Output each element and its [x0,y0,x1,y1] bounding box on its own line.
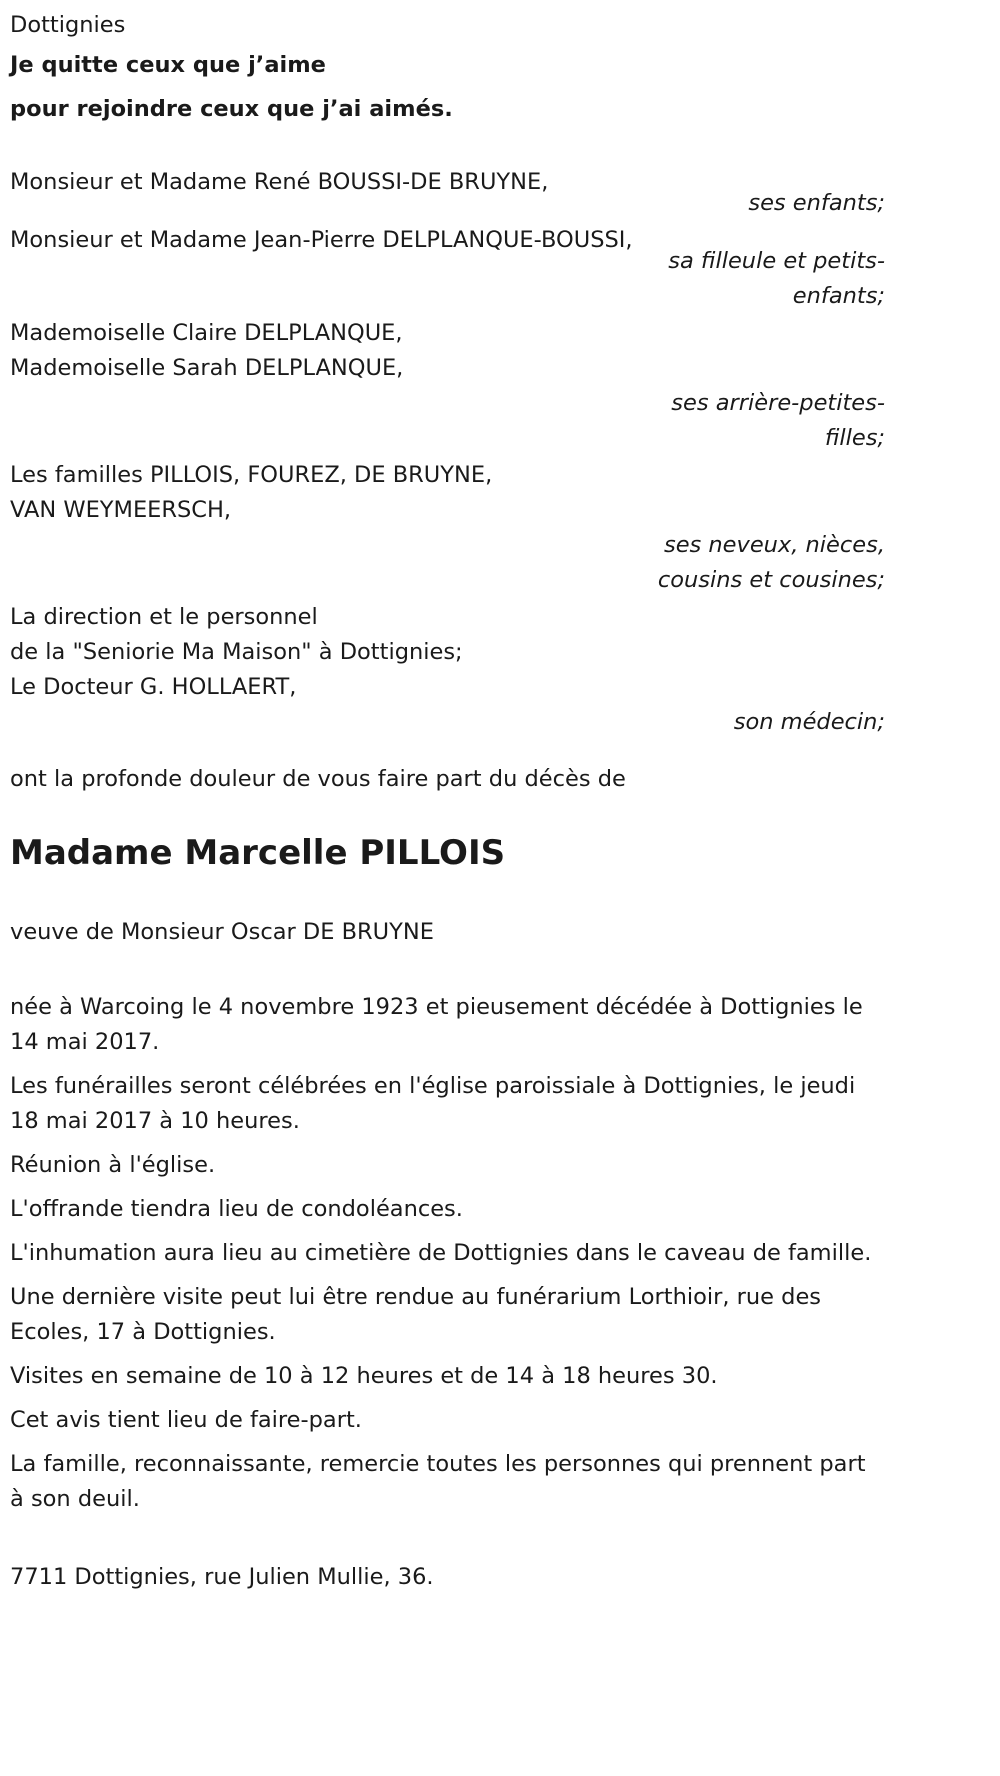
family-group-great-grandchildren [10,316,885,456]
family-name: Mademoiselle Claire DELPLANQUE, [10,320,403,346]
detail-paragraph: Une dernière visite peut lui être rendue au funérarium Lorthioir, rue des Ecoles, 17 à Dottignies. [10,1284,822,1345]
family-group-goddaughter [10,223,885,314]
family-role: ses neveux, nièces, cousins et cousines; [657,532,885,593]
family-group-relatives [10,458,885,598]
city-heading: Dottignies [10,12,126,38]
detail-paragraph: La famille, reconnaissante, remercie toutes les personnes qui prennent part à son deuil. [10,1451,866,1512]
detail-paragraph: L'inhumation aura lieu au cimetière de Dottignies dans le caveau de famille. [10,1240,872,1266]
family-role: sa filleule et petits-enfants; [668,248,885,309]
family-name: VAN WEYMEERSCH, [10,497,232,523]
family-role: ses enfants; [748,190,885,216]
details-section [10,990,885,1517]
quote-line-2: pour rejoindre ceux que j’ai aimés. [10,96,453,122]
address-line: 7711 Dottignies, rue Julien Mullie, 36. [10,1564,434,1590]
family-role: ses arrière-petites-filles; [671,390,885,451]
detail-paragraph: née à Warcoing le 4 novembre 1923 et pieusement décédée à Dottignies le 14 mai 2017. [10,994,863,1055]
family-name: de la "Seniorie Ma Maison" à Dottignies; [10,639,463,665]
family-name: Mademoiselle Sarah DELPLANQUE, [10,355,404,381]
detail-paragraph: Réunion à l'église. [10,1152,216,1178]
detail-paragraph: Visites en semaine de 10 à 12 heures et de 14 à 18 heures 30. [10,1363,718,1389]
family-group-children [10,165,885,221]
family-name: La direction et le personnel [10,604,318,630]
detail-paragraph: Les funérailles seront célébrées en l'église paroissiale à Dottignies, le jeudi 18 mai 2017 à 10 heures. [10,1073,856,1134]
announcement-text: ont la profonde douleur de vous faire part du décès de [10,766,626,792]
family-name: Les familles PILLOIS, FOUREZ, DE BRUYNE, [10,462,493,488]
detail-paragraph: Cet avis tient lieu de faire-part. [10,1407,362,1433]
family-group-staff-doctor [10,600,885,740]
family-name: Monsieur et Madame Jean-Pierre DELPLANQUE-BOUSSI, [10,227,633,253]
family-name: Le Docteur G. HOLLAERT, [10,674,297,700]
quote-line-1: Je quitte ceux que j’aime [10,52,326,78]
family-role: son médecin; [733,709,885,735]
family-name: Monsieur et Madame René BOUSSI-DE BRUYNE, [10,169,549,195]
widow-of-text: veuve de Monsieur Oscar DE BRUYNE [10,919,434,945]
deceased-name: Madame Marcelle PILLOIS [10,833,506,873]
detail-paragraph: L'offrande tiendra lieu de condoléances. [10,1196,463,1222]
